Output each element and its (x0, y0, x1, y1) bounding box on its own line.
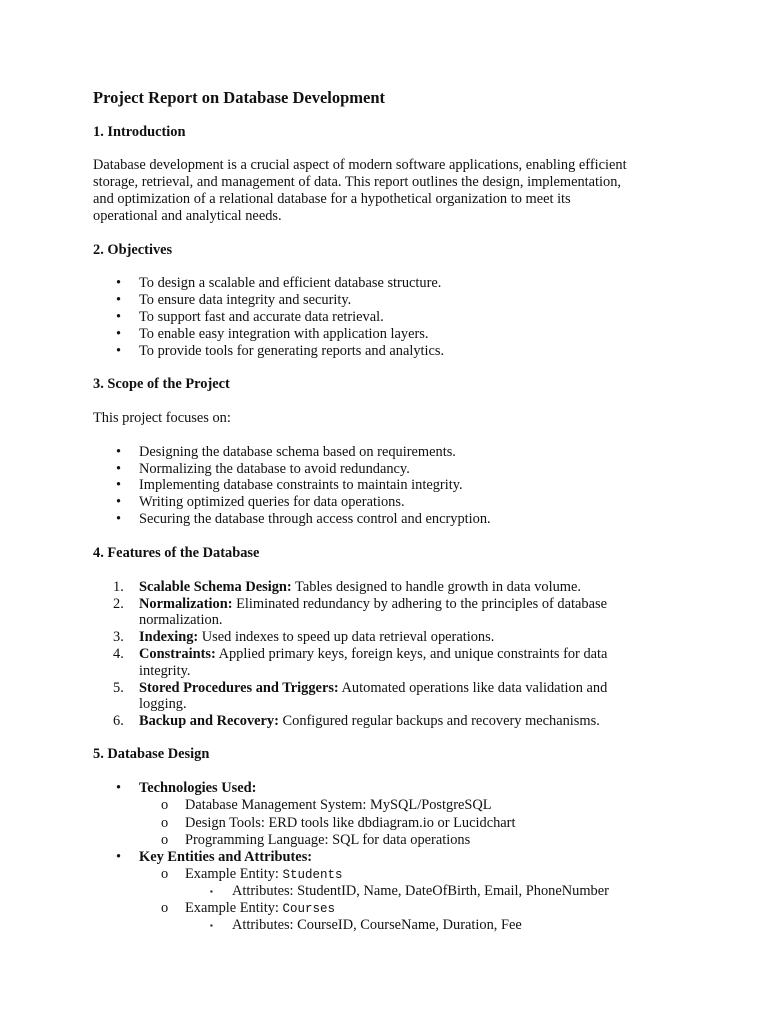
feature-text: Configured regular backups and recovery mechanisms. (278, 713, 600, 729)
heading-database-design: 5. Database Design (93, 746, 210, 762)
entities-label: Key Entities and Attributes: (139, 849, 313, 865)
list-item-text (139, 680, 607, 697)
entity-prefix: Example Entity: (185, 900, 283, 916)
scope-intro: This project focuses on: (93, 410, 231, 426)
list-number: 5. (113, 680, 124, 696)
list-item-text: Design Tools: ERD tools like dbdiagram.io or Lucidchart (185, 815, 516, 831)
list-item-text: Normalizing the database to avoid redundancy. (139, 461, 410, 477)
list-item-text (185, 900, 335, 918)
bullet-icon: • (116, 326, 122, 342)
list-item-text: Attributes: StudentID, Name, DateOfBirth, Email, PhoneNumber (232, 883, 609, 899)
entity-name: Students (282, 868, 343, 882)
feature-text: normalization. (139, 612, 223, 628)
bullet-icon: • (116, 780, 122, 796)
entity-name: Courses (282, 902, 336, 916)
feature-text: integrity. (139, 663, 191, 679)
list-number: 1. (113, 579, 124, 595)
list-item-text: To ensure data integrity and security. (139, 292, 352, 308)
list-item-text: Programming Language: SQL for data operations (185, 832, 471, 848)
feature-text: Eliminated redundancy by adhering to the principles of database (232, 596, 607, 612)
bullet-icon: • (116, 849, 122, 865)
feature-text: Used indexes to speed up data retrieval operations. (198, 629, 495, 645)
feature-label: Scalable Schema Design: (139, 579, 292, 595)
list-item-text: To design a scalable and efficient database structure. (139, 275, 442, 291)
feature-label: Indexing: (139, 629, 199, 645)
feature-text: Tables designed to handle growth in data volume. (291, 579, 581, 595)
bullet-icon: • (116, 461, 122, 477)
list-item-text: Writing optimized queries for data operations. (139, 494, 405, 510)
feature-label: Stored Procedures and Triggers: (139, 680, 339, 696)
list-item-text (139, 646, 607, 663)
feature-text: Automated operations like data validation and (338, 680, 608, 696)
list-item-text (139, 713, 600, 730)
bullet-icon: • (116, 275, 122, 291)
circle-bullet-icon: o (161, 815, 169, 831)
heading-scope: 3. Scope of the Project (93, 376, 230, 392)
list-item-text: To provide tools for generating reports and analytics. (139, 343, 445, 359)
bullet-icon: • (116, 511, 122, 527)
heading-objectives: 2. Objectives (93, 242, 173, 258)
list-item-text: Securing the database through access control and encryption. (139, 511, 491, 527)
paragraph-line: storage, retrieval, and management of data. This report outlines the design, implementation, (93, 174, 622, 190)
feature-text: Applied primary keys, foreign keys, and unique constraints for data (215, 646, 608, 662)
feature-label: Normalization: (139, 596, 233, 612)
list-item-text: Attributes: CourseID, CourseName, Duration, Fee (232, 917, 522, 933)
list-item-text (139, 629, 494, 646)
paragraph-line: Database development is a crucial aspect of modern software applications, enabling efficient (93, 157, 627, 173)
list-number: 4. (113, 646, 124, 662)
feature-text: logging. (139, 696, 187, 712)
feature-label: Backup and Recovery: (139, 713, 279, 729)
circle-bullet-icon: o (161, 832, 169, 848)
circle-bullet-icon: o (161, 797, 169, 813)
list-number: 2. (113, 596, 124, 612)
heading-introduction: 1. Introduction (93, 124, 186, 140)
bullet-icon: • (116, 444, 122, 460)
circle-bullet-icon: o (161, 900, 169, 916)
list-item-text: To enable easy integration with application layers. (139, 326, 429, 342)
list-item-text: Designing the database schema based on requirements. (139, 444, 456, 460)
square-bullet-icon: ▪ (210, 887, 213, 896)
bullet-icon: • (116, 343, 122, 359)
heading-features: 4. Features of the Database (93, 545, 260, 561)
bullet-icon: • (116, 477, 122, 493)
paragraph-line: and optimization of a relational database for a hypothetical organization to meet its (93, 191, 571, 207)
technologies-label: Technologies Used: (139, 780, 257, 796)
square-bullet-icon: ▪ (210, 921, 213, 930)
list-item-text (139, 579, 581, 596)
bullet-icon: • (116, 292, 122, 308)
bullet-icon: • (116, 309, 122, 325)
list-item-text: To support fast and accurate data retrieval. (139, 309, 384, 325)
list-number: 6. (113, 713, 124, 729)
list-item-text: Database Management System: MySQL/PostgreSQL (185, 797, 492, 813)
list-item-text (139, 596, 607, 613)
feature-label: Constraints: (139, 646, 216, 662)
entity-prefix: Example Entity: (185, 866, 283, 882)
bullet-icon: • (116, 494, 122, 510)
list-item-text: Implementing database constraints to maintain integrity. (139, 477, 463, 493)
document-title: Project Report on Database Development (93, 88, 386, 107)
circle-bullet-icon: o (161, 866, 169, 882)
introduction-paragraph (93, 157, 683, 225)
paragraph-line: operational and analytical needs. (93, 208, 282, 224)
list-item-text (185, 866, 343, 884)
list-number: 3. (113, 629, 124, 645)
